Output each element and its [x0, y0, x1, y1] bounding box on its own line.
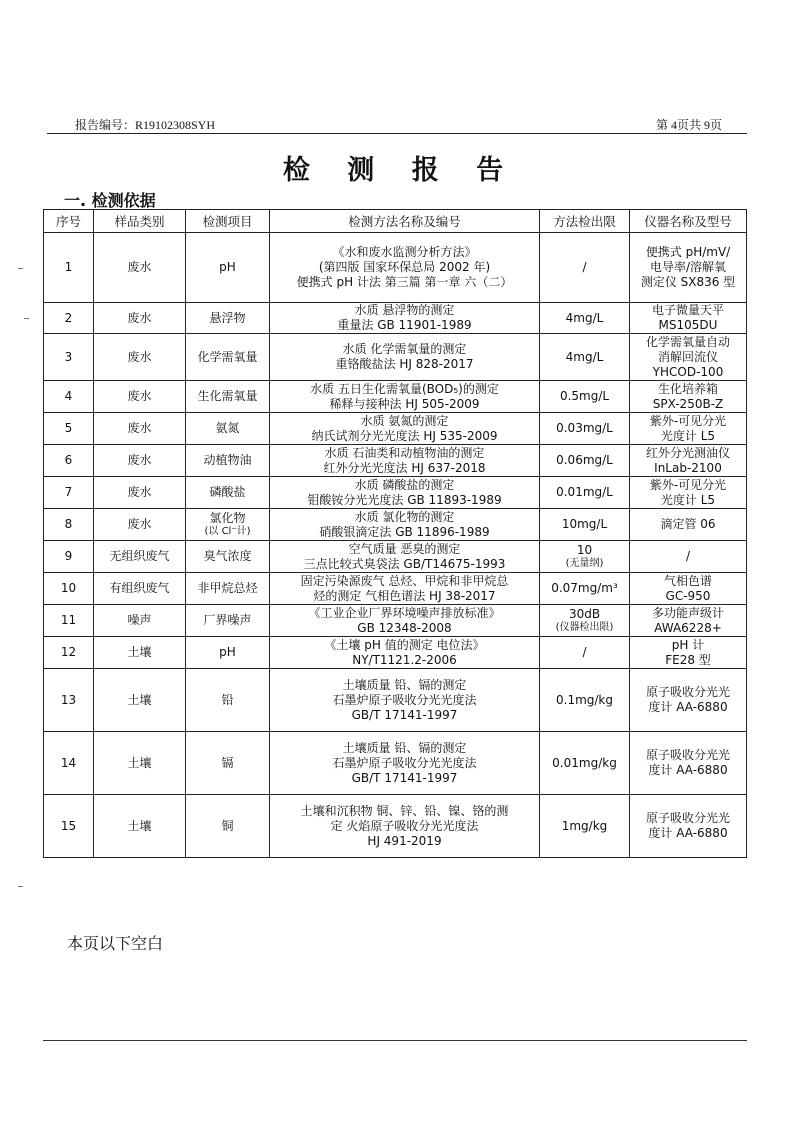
table-row [44, 303, 747, 334]
item-name: 动植物油 [203, 453, 252, 467]
cell-item [186, 509, 270, 541]
cell-category: 无组织废气 [94, 541, 186, 573]
cell-instrument [630, 637, 747, 669]
limit-value: 0.03mg/L [556, 421, 613, 435]
cell-category: 有组织废气 [94, 573, 186, 605]
page-info: 第 4页共 9页 [655, 118, 722, 132]
header-no: 序号 [44, 210, 94, 233]
table-row [44, 732, 747, 795]
cell-method [270, 381, 540, 413]
header-category: 样品类别 [94, 210, 186, 233]
table-row [44, 509, 747, 541]
table-row [44, 334, 747, 381]
cell-instrument [630, 303, 747, 334]
method-line: 土壤质量 铅、镉的测定 [342, 740, 467, 755]
method-line: 烃的测定 气相色谱法 HJ 38-2017 [313, 588, 496, 603]
cell-no: 7 [44, 477, 94, 509]
instrument-line: 紫外-可见分光 [649, 413, 727, 428]
instrument-line: 度计 AA-6880 [648, 700, 728, 714]
limit-value: 0.06mg/L [556, 453, 613, 467]
item-name: 化学需氧量 [197, 349, 258, 364]
method-line: 水质 氨氮的测定 [360, 413, 449, 428]
cell-instrument [630, 573, 747, 605]
cell-no: 13 [44, 669, 94, 732]
instrument-line: 原子吸收分光光 [645, 811, 730, 825]
cell-method [270, 445, 540, 477]
item-name: pH [219, 645, 236, 659]
instrument-line: / [685, 549, 691, 563]
item-note: (以 Cl⁻计) [204, 526, 251, 537]
cell-item [186, 477, 270, 509]
method-line: 土壤和沉积物 铜、锌、铅、镍、铬的测 [300, 803, 509, 818]
cell-instrument [630, 477, 747, 509]
cell-no: 4 [44, 381, 94, 413]
table-row [44, 381, 747, 413]
cell-no: 6 [44, 445, 94, 477]
cell-method [270, 509, 540, 541]
method-line: 钼酸铵分光光度法 GB 11893-1989 [307, 492, 502, 507]
method-line: 水质 氯化物的测定 [354, 509, 455, 524]
table-row [44, 795, 747, 858]
limit-value: 10 [576, 543, 593, 557]
scan-mark [24, 318, 29, 319]
header-divider [47, 133, 747, 134]
cell-limit [540, 413, 630, 445]
limit-value: 4mg/L [565, 310, 604, 325]
instrument-line: 光度计 L5 [660, 492, 716, 507]
cell-item [186, 445, 270, 477]
cell-limit [540, 732, 630, 795]
cell-no: 14 [44, 732, 94, 795]
cell-no: 2 [44, 303, 94, 334]
instrument-line: 多功能声级计 [651, 605, 724, 620]
page-title: 检 测 报 告 [282, 155, 518, 186]
limit-note: (无量纲) [565, 558, 604, 569]
cell-category: 土壤 [94, 732, 186, 795]
item-name: 磷酸盐 [209, 485, 246, 499]
header-instrument: 仪器名称及型号 [630, 210, 747, 233]
cell-method [270, 795, 540, 858]
cell-limit [540, 303, 630, 334]
limit-value: / [582, 645, 587, 659]
scan-mark [18, 268, 23, 269]
cell-limit [540, 381, 630, 413]
cell-category: 废水 [94, 303, 186, 334]
cell-category: 噪声 [94, 605, 186, 637]
instrument-line: 便携式 pH/mV/ [645, 245, 731, 259]
instrument-line: 原子吸收分光光 [645, 748, 730, 762]
item-name: 臭气浓度 [203, 549, 252, 563]
method-line: 水质 悬浮物的测定 [354, 303, 455, 317]
cell-limit [540, 509, 630, 541]
item-name: 生化需氧量 [197, 389, 258, 403]
cell-limit [540, 669, 630, 732]
limit-note: (仪器检出限) [555, 622, 614, 633]
method-line: 《土壤 pH 值的测定 电位法》 [324, 637, 485, 652]
cell-category: 废水 [94, 233, 186, 303]
cell-item [186, 605, 270, 637]
method-line: NY/T1121.2-2006 [352, 652, 457, 667]
cell-no: 8 [44, 509, 94, 541]
cell-no: 9 [44, 541, 94, 573]
cell-method [270, 732, 540, 795]
method-line: 定 火焰原子吸收分光光度法 [330, 818, 479, 833]
instrument-line: 消解回流仪 [657, 349, 718, 364]
cell-limit [540, 605, 630, 637]
method-line: 《水和废水监测分析方法》 [332, 245, 477, 259]
item-name: 悬浮物 [209, 310, 246, 325]
method-line: 水质 石油类和动植物油的测定 [324, 445, 485, 460]
cell-item [186, 732, 270, 795]
cell-category: 废水 [94, 509, 186, 541]
cell-limit [540, 637, 630, 669]
cell-method [270, 413, 540, 445]
limit-value: 10mg/L [561, 517, 608, 531]
cell-category: 废水 [94, 381, 186, 413]
method-line: 硝酸银滴定法 GB 11896-1989 [319, 524, 490, 539]
cell-item [186, 233, 270, 303]
limit-value: 30dB [568, 607, 601, 621]
cell-method [270, 669, 540, 732]
method-line: 红外分光光度法 HJ 637-2018 [323, 460, 486, 475]
limit-value: 0.5mg/L [559, 389, 610, 403]
cell-limit [540, 795, 630, 858]
cell-method [270, 233, 540, 303]
cell-method [270, 541, 540, 573]
method-line: 空气质量 恶臭的测定 [348, 541, 461, 556]
instrument-line: 测定仪 SX836 型 [640, 275, 736, 289]
cell-item [186, 573, 270, 605]
item-name: 氯化物 [209, 511, 246, 525]
cell-no: 5 [44, 413, 94, 445]
cell-category: 土壤 [94, 795, 186, 858]
method-line: 重量法 GB 11901-1989 [337, 318, 472, 332]
cell-instrument [630, 413, 747, 445]
cell-category: 土壤 [94, 669, 186, 732]
item-name: 厂界噪声 [203, 613, 252, 627]
header-method: 检测方法名称及编号 [270, 210, 540, 233]
item-name: pH [219, 260, 236, 274]
table-row [44, 605, 747, 637]
cell-method [270, 477, 540, 509]
cell-no: 11 [44, 605, 94, 637]
cell-no: 1 [44, 233, 94, 303]
table-row [44, 445, 747, 477]
method-line: HJ 491-2019 [367, 833, 442, 848]
cell-no: 12 [44, 637, 94, 669]
limit-value: 1mg/kg [561, 818, 608, 833]
scan-mark [18, 886, 23, 887]
instrument-line: GC-950 [665, 588, 711, 603]
item-name: 镉 [221, 755, 234, 770]
table-row [44, 573, 747, 605]
method-line: 土壤质量 铅、镉的测定 [342, 677, 467, 692]
method-line: 重铬酸盐法 HJ 828-2017 [335, 357, 474, 371]
instrument-line: 电子微量天平 [651, 303, 724, 317]
method-line: 三点比较式臭袋法 GB/T14675-1993 [303, 556, 506, 571]
cell-instrument [630, 233, 747, 303]
method-line: 便携式 pH 计法 第三篇 第一章 六（二） [296, 275, 513, 289]
cell-limit [540, 445, 630, 477]
cell-item [186, 637, 270, 669]
method-line: (第四版 国家环保总局 2002 年) [318, 260, 491, 274]
method-line: 稀释与接种法 HJ 505-2009 [329, 396, 480, 411]
cell-no: 15 [44, 795, 94, 858]
limit-value: / [582, 260, 587, 274]
instrument-line: MS105DU [658, 318, 718, 332]
cell-no: 10 [44, 573, 94, 605]
table-row [44, 541, 747, 573]
method-line: 水质 五日生化需氧量(BOD₅)的测定 [310, 381, 499, 396]
limit-value: 4mg/L [565, 349, 604, 364]
instrument-line: pH 计 [671, 637, 705, 652]
instrument-line: 生化培养箱 [657, 381, 718, 396]
cell-item [186, 381, 270, 413]
method-line: 《工业企业厂界环境噪声排放标准》 [308, 605, 501, 620]
method-line: 石墨炉原子吸收分光光度法 [332, 755, 477, 770]
cell-item [186, 669, 270, 732]
table-row [44, 233, 747, 303]
cell-item [186, 795, 270, 858]
cell-method [270, 573, 540, 605]
cell-category: 土壤 [94, 637, 186, 669]
cell-instrument [630, 541, 747, 573]
instrument-line: 紫外-可见分光 [649, 477, 727, 492]
method-line: GB/T 17141-1997 [351, 707, 458, 722]
table-header-row [44, 210, 747, 233]
table-row [44, 669, 747, 732]
instrument-line: 滴定管 06 [660, 517, 716, 531]
cell-method [270, 605, 540, 637]
instrument-line: FE28 型 [665, 652, 711, 667]
method-line: 水质 磷酸盐的测定 [354, 477, 455, 492]
limit-value: 0.01mg/kg [552, 755, 617, 770]
instrument-line: 电导率/溶解氧 [649, 260, 727, 274]
instrument-line: 化学需氧量自动 [645, 334, 730, 349]
cell-instrument [630, 795, 747, 858]
cell-limit [540, 477, 630, 509]
method-line: 水质 化学需氧量的测定 [342, 342, 467, 356]
cell-limit [540, 541, 630, 573]
limit-value: 0.01mg/L [556, 485, 613, 499]
method-line: GB 12348-2008 [357, 620, 452, 635]
limit-value: 0.07mg/m³ [551, 581, 618, 595]
bottom-divider [43, 1040, 747, 1041]
section-title: 一. 检测依据 [64, 191, 156, 210]
cell-instrument [630, 445, 747, 477]
method-line: GB/T 17141-1997 [351, 770, 458, 785]
table-row [44, 637, 747, 669]
instrument-line: AWA6228+ [654, 620, 722, 635]
header-limit: 方法检出限 [540, 210, 630, 233]
cell-method [270, 637, 540, 669]
cell-instrument [630, 605, 747, 637]
blank-below-note: 本页以下空白 [67, 934, 164, 953]
cell-limit [540, 573, 630, 605]
cell-category: 废水 [94, 413, 186, 445]
cell-instrument [630, 381, 747, 413]
item-name: 非甲烷总烃 [197, 581, 258, 595]
cell-instrument [630, 334, 747, 381]
instrument-line: 原子吸收分光光 [645, 685, 730, 699]
cell-instrument [630, 669, 747, 732]
instrument-line: 气相色谱 [663, 573, 712, 588]
cell-item [186, 303, 270, 334]
table-row [44, 413, 747, 445]
instrument-line: 光度计 L5 [660, 428, 716, 443]
method-line: 石墨炉原子吸收分光光度法 [332, 692, 477, 707]
instrument-line: SPX-250B-Z [652, 396, 724, 411]
cell-no: 3 [44, 334, 94, 381]
instrument-line: 度计 AA-6880 [648, 763, 728, 777]
item-name: 铜 [221, 818, 234, 833]
cell-category: 废水 [94, 477, 186, 509]
cell-method [270, 334, 540, 381]
cell-method [270, 303, 540, 334]
cell-item [186, 413, 270, 445]
instrument-line: InLab-2100 [654, 460, 722, 475]
method-line: 纳氏试剂分光光度法 HJ 535-2009 [311, 428, 498, 443]
instrument-line: 度计 AA-6880 [648, 826, 728, 840]
cell-limit [540, 334, 630, 381]
cell-category: 废水 [94, 445, 186, 477]
cell-limit [540, 233, 630, 303]
item-name: 铅 [221, 692, 234, 707]
header-item: 检测项目 [186, 210, 270, 233]
limit-value: 0.1mg/kg [556, 692, 613, 707]
report-number: 报告编号：R19102308SYH [75, 118, 216, 132]
table-row [44, 477, 747, 509]
cell-item [186, 541, 270, 573]
cell-category: 废水 [94, 334, 186, 381]
cell-item [186, 334, 270, 381]
item-name: 氨氮 [215, 421, 240, 435]
instrument-line: YHCOD-100 [652, 364, 724, 379]
cell-instrument [630, 732, 747, 795]
cell-instrument [630, 509, 747, 541]
instrument-line: 红外分光测油仪 [645, 445, 730, 460]
detection-basis-table [43, 209, 747, 858]
method-line: 固定污染源废气 总烃、甲烷和非甲烷总 [300, 573, 509, 588]
